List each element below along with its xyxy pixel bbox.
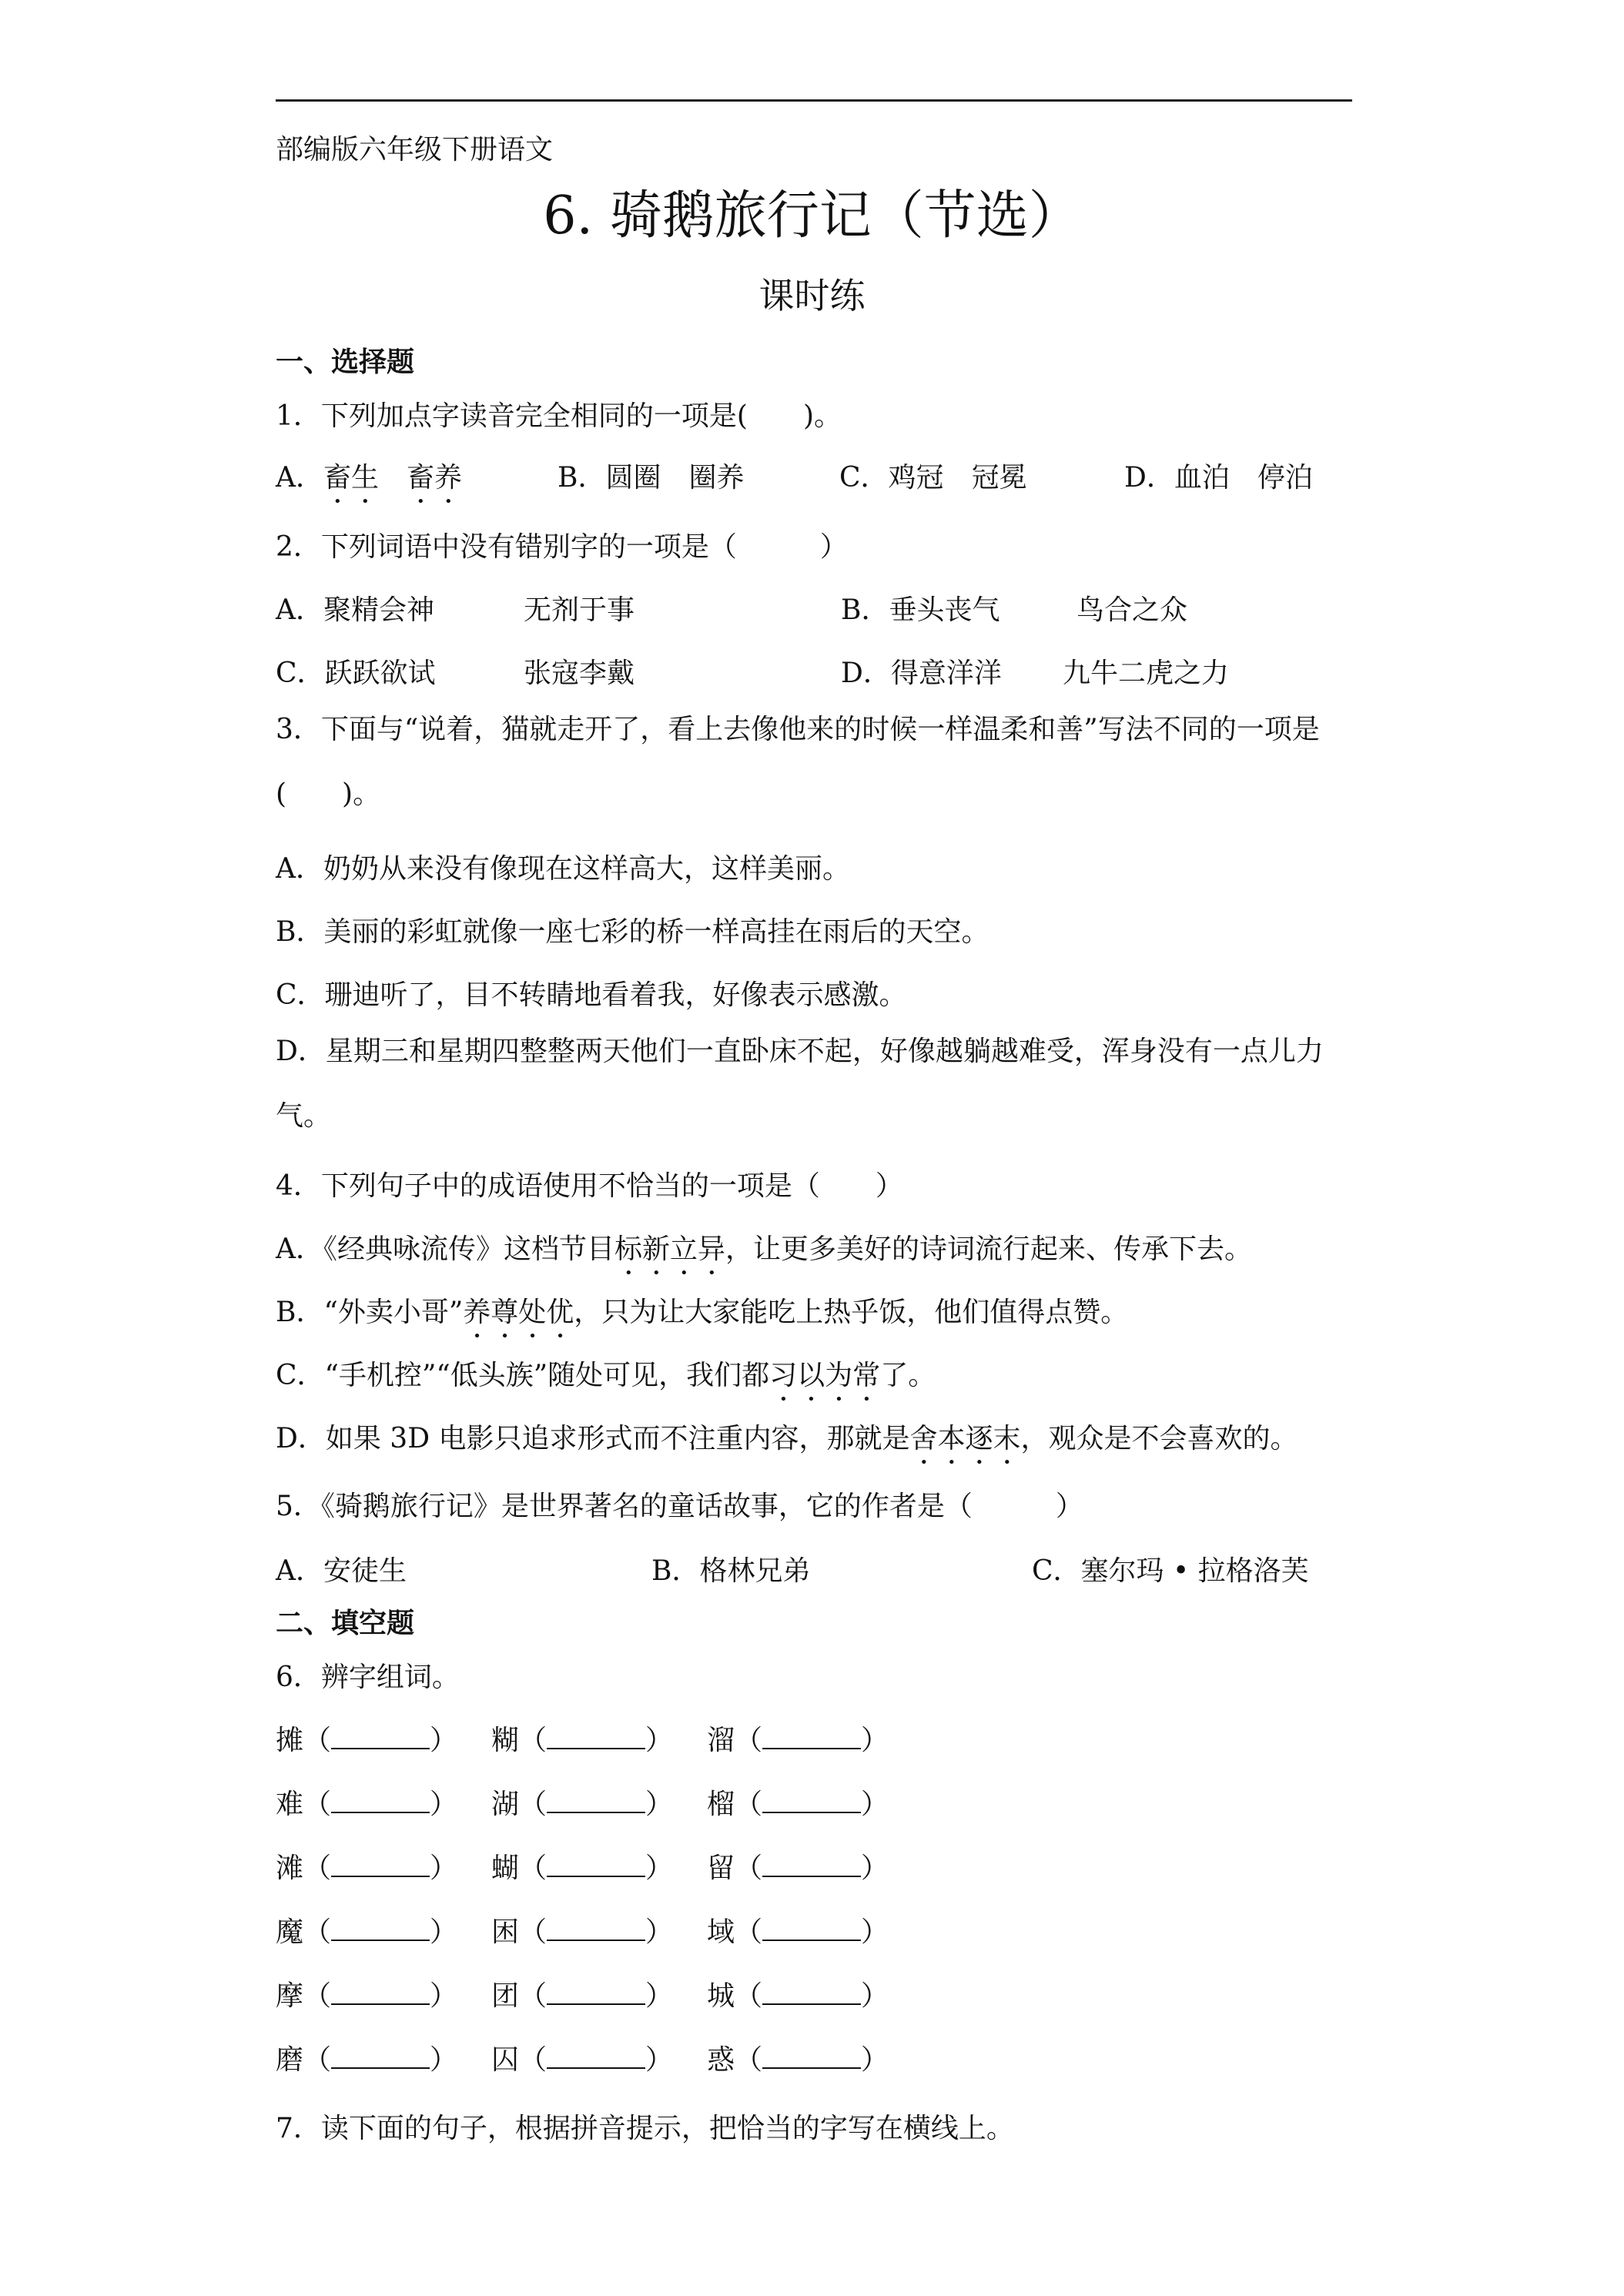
q4-c-idiom: 习以为常: [769, 1360, 881, 1391]
word-grid-cell: 摊（ ）: [276, 1725, 458, 1756]
question-2-stem: 2．下列词语中没有错别字的一项是（ ）: [276, 531, 848, 563]
question-1-stem: 1．下列加点字读音完全相同的一项是( )。: [276, 400, 842, 432]
q2-option-a-word2: 无剂于事: [524, 594, 635, 626]
answer-blank[interactable]: [547, 2047, 645, 2069]
word-grid-cell: 难（ ）: [276, 1789, 458, 1820]
word-grid-cell: 囚（ ）: [491, 2044, 674, 2076]
question-5-stem: 5．《骑鹅旅行记》是世界著名的童话故事，它的作者是（ ）: [276, 1491, 1083, 1522]
q4-a-idiom: 标新立异: [614, 1233, 726, 1265]
question-3-stem: 3．下面与“说着，猫就走开了，看上去像他来的时候一样温柔和善”写法不同的一项是( )。: [276, 714, 1320, 810]
answer-blank[interactable]: [331, 2047, 430, 2069]
answer-blank[interactable]: [331, 1919, 430, 1941]
word-grid-cell: 域（ ）: [707, 1916, 889, 1948]
answer-blank[interactable]: [331, 1983, 430, 2005]
grid-char: 榴: [707, 1789, 735, 1820]
word-grid-cell: 团（ ）: [491, 1980, 674, 2012]
q3-option-a: A．奶奶从来没有像现在这样高大，这样美丽。: [276, 853, 850, 885]
q1-option-d: D．血泊 停泊: [1124, 462, 1313, 494]
answer-blank[interactable]: [762, 1919, 861, 1941]
q5-option-c: C．塞尔玛 • 拉格洛芙: [1032, 1555, 1309, 1587]
q2-option-b-word2: 鸟合之众: [1077, 594, 1188, 626]
answer-blank[interactable]: [762, 1983, 861, 2005]
answer-blank[interactable]: [331, 1856, 430, 1877]
grid-char: 难: [276, 1789, 304, 1820]
q4-option-a: A．《经典咏流传》这档节目标新立异，让更多美好的诗词流行起来、传承下去。: [276, 1233, 1253, 1265]
answer-blank[interactable]: [547, 1728, 645, 1749]
q4-option-d: D．如果 3D 电影只追求形式而不注重内容，那就是舍本逐末，观众是不会喜欢的。: [276, 1423, 1298, 1454]
answer-blank[interactable]: [762, 1856, 861, 1877]
section-heading-fill: 二、填空题: [276, 1608, 415, 1639]
header-rule: [276, 99, 1352, 102]
word-grid-cell: 糊（ ）: [491, 1725, 674, 1756]
answer-blank[interactable]: [547, 1919, 645, 1941]
q5-option-b: B．格林兄弟: [651, 1555, 811, 1587]
answer-blank[interactable]: [762, 1728, 861, 1749]
q2-option-a: A．聚精会神: [276, 594, 435, 626]
answer-blank[interactable]: [331, 1728, 430, 1749]
grid-char: 磨: [276, 2044, 304, 2076]
answer-blank[interactable]: [331, 1792, 430, 1813]
q2-option-b: B．垂头丧气: [841, 594, 1000, 626]
q5-option-a: A．安徒生: [276, 1555, 407, 1587]
q4-option-c: C．“手机控”“低头族”随处可见，我们都习以为常了。: [276, 1360, 936, 1391]
word-grid-cell: 困（ ）: [491, 1916, 674, 1948]
q2-option-d: D．得意洋洋: [841, 658, 1002, 689]
answer-blank[interactable]: [762, 2047, 861, 2069]
word-grid-cell: 摩（ ）: [276, 1980, 458, 2012]
question-6-stem: 6．辨字组词。: [276, 1662, 460, 1693]
page-subtitle: 课时练: [758, 275, 866, 316]
q1-option-a: A．畜生 畜养: [276, 462, 463, 494]
answer-blank[interactable]: [762, 1792, 861, 1813]
q2-option-c-word2: 张寇李戴: [524, 658, 635, 689]
q1-option-b: B．圆圈 圈养: [558, 462, 745, 494]
answer-blank[interactable]: [547, 1856, 645, 1877]
q4-d-idiom: 舍本逐末: [909, 1423, 1021, 1454]
course-header: 部编版六年级下册语文: [276, 134, 554, 166]
grid-char: 湖: [491, 1789, 520, 1820]
section-heading-choice: 一、选择题: [276, 346, 415, 378]
answer-blank[interactable]: [547, 1792, 645, 1813]
grid-char: 糊: [491, 1725, 520, 1756]
q3-option-b: B．美丽的彩虹就像一座七彩的桥一样高挂在雨后的天空。: [276, 916, 989, 948]
grid-char: 团: [491, 1980, 520, 2012]
grid-char: 魔: [276, 1916, 304, 1948]
word-grid-cell: 城（ ）: [707, 1980, 889, 2012]
q1-a-word2: 畜养: [407, 462, 463, 494]
word-grid-cell: 滩（ ）: [276, 1853, 458, 1884]
grid-char: 滩: [276, 1853, 304, 1884]
page-title: 6. 骑鹅旅行记（节选）: [543, 186, 1081, 246]
grid-char: 蝴: [491, 1853, 520, 1884]
q4-b-idiom: 养尊处优: [463, 1297, 574, 1328]
q1-a-word1: 畜生: [323, 462, 380, 494]
word-grid-cell: 留（ ）: [707, 1853, 889, 1884]
grid-char: 城: [707, 1980, 735, 2012]
word-grid-cell: 湖（ ）: [491, 1789, 674, 1820]
question-7-stem: 7．读下面的句子，根据拼音提示，把恰当的字写在横线上。: [276, 2113, 1014, 2144]
word-grid-cell: 蝴（ ）: [491, 1853, 674, 1884]
word-grid-cell: 榴（ ）: [707, 1789, 889, 1820]
grid-char: 留: [707, 1853, 735, 1884]
grid-char: 摩: [276, 1980, 304, 2012]
grid-char: 溜: [707, 1725, 735, 1756]
grid-char: 惑: [707, 2044, 735, 2076]
word-grid-cell: 魔（ ）: [276, 1916, 458, 1948]
q4-option-b: B．“外卖小哥”养尊处优，只为让大家能吃上热乎饭，他们值得点赞。: [276, 1297, 1129, 1328]
q3-option-c: C．珊迪听了，目不转睛地看着我，好像表示感激。: [276, 979, 907, 1011]
question-4-stem: 4．下列句子中的成语使用不恰当的一项是（ ）: [276, 1170, 903, 1202]
q1-option-c: C．鸡冠 冠冕: [839, 462, 1027, 494]
answer-blank[interactable]: [547, 1983, 645, 2005]
grid-char: 域: [707, 1916, 735, 1948]
grid-char: 摊: [276, 1725, 304, 1756]
q2-option-c: C．跃跃欲试: [276, 658, 436, 689]
word-grid-cell: 磨（ ）: [276, 2044, 458, 2076]
q2-option-d-word2: 九牛二虎之力: [1063, 658, 1230, 689]
grid-char: 囚: [491, 2044, 520, 2076]
word-grid-cell: 溜（ ）: [707, 1725, 889, 1756]
q3-option-d: D．星期三和星期四整整两天他们一直卧床不起，好像越躺越难受，浑身没有一点儿力气。: [276, 1036, 1324, 1132]
word-grid-cell: 惑（ ）: [707, 2044, 889, 2076]
grid-char: 困: [491, 1916, 520, 1948]
